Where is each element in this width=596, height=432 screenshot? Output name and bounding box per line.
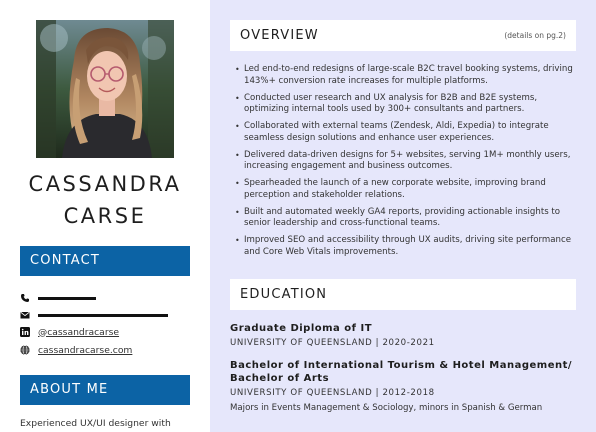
list-item: • Spearheaded the launch of a new corporate website, improving brand perception and stakeholder relations. xyxy=(235,178,580,201)
first-name: CASSANDRA xyxy=(28,172,182,196)
about-heading: ABOUT ME xyxy=(20,375,190,405)
about-text: Experienced UX/UI designer with xyxy=(20,418,171,429)
email-redacted xyxy=(38,314,168,317)
overview-header xyxy=(230,20,576,51)
list-item: • Improved SEO and accessibility through UX audits, driving site performance and Core Web Vitals improvements. xyxy=(235,235,580,258)
degree-title: Graduate Diploma of IT xyxy=(230,323,373,334)
profile-photo xyxy=(36,20,174,158)
contact-heading: CONTACT xyxy=(20,246,190,276)
list-item: • Led end-to-end redesigns of large-scale B2C travel booking systems, driving 143%+ conversion rate increases for multiple platforms. xyxy=(235,64,580,87)
education-entry xyxy=(230,359,580,413)
website-link[interactable]: cassandracarse.com xyxy=(38,344,133,356)
contact-website[interactable] xyxy=(20,343,132,357)
institution: UNIVERSITY OF QUEENSLAND | 2020-2021 xyxy=(230,338,435,348)
phone-icon xyxy=(20,293,30,303)
majors-minors: Majors in Events Management & Sociology, minors in Spanish & German xyxy=(230,403,543,413)
last-name: CARSE xyxy=(63,204,147,228)
overview-heading: OVERVIEW xyxy=(240,28,319,43)
education-header xyxy=(230,279,576,310)
mail-icon xyxy=(20,310,30,320)
institution: UNIVERSITY OF QUEENSLAND | 2012-2018 xyxy=(230,388,435,398)
overview-note: (details on pg.2) xyxy=(504,31,566,40)
globe-icon xyxy=(20,345,30,355)
list-item: • Conducted user research and UX analysis for B2B and B2E systems, optimizing internal tools used by 300+ consultants and partners. xyxy=(235,93,580,116)
linkedin-icon xyxy=(20,327,30,337)
list-item: • Built and automated weekly GA4 reports, providing actionable insights to senior leadership and cross-functional teams. xyxy=(235,207,580,230)
contact-linkedin[interactable] xyxy=(20,325,119,339)
degree-title: Bachelor of International Tourism & Hotel Management/ Bachelor of Arts xyxy=(230,360,573,384)
overview-list xyxy=(235,64,580,264)
phone-redacted xyxy=(38,297,96,300)
education-heading: EDUCATION xyxy=(240,287,328,302)
linkedin-link[interactable]: @cassandracarse xyxy=(38,326,120,338)
contact-email xyxy=(20,308,168,322)
contact-phone xyxy=(20,291,96,305)
list-item: • Collaborated with external teams (Zendesk, Aldi, Expedia) to integrate seamless design solutions and enhance user experiences. xyxy=(235,121,580,144)
list-item: • Delivered data-driven designs for 5+ websites, serving 1M+ monthly users, increasing engagement and business outcomes. xyxy=(235,150,580,173)
education-entry xyxy=(230,322,580,348)
